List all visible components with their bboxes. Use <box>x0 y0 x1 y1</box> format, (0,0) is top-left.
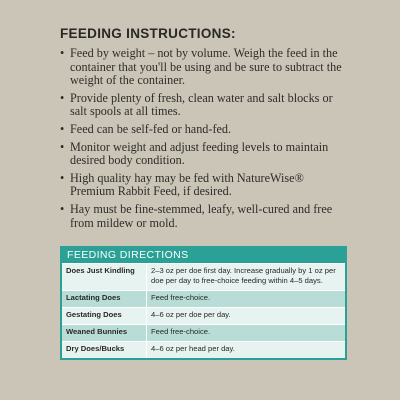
instruction-item <box>60 141 350 168</box>
feeding-instructions <box>60 26 350 234</box>
row-value: 4–6 oz per doe per day. <box>147 308 346 325</box>
instruction-text: Feed can be self-fed or hand-fed. <box>70 121 232 136</box>
instruction-item <box>60 203 350 230</box>
instruction-text: High quality hay may be fed with NatureWise® Premium Rabbit Feed, if desired. <box>70 170 304 199</box>
instruction-text: Provide plenty of fresh, clean water and salt blocks or salt spools at all times. <box>70 90 333 119</box>
row-label: Does Just Kindling <box>62 264 147 291</box>
feeding-directions-table <box>60 246 347 360</box>
row-value: 4–6 oz per head per day. <box>147 342 346 359</box>
row-label: Weaned Bunnies <box>62 325 147 342</box>
bullet-icon: • <box>60 90 65 105</box>
instruction-item <box>60 92 350 119</box>
instruction-text: Monitor weight and adjust feeding levels to maintain desired body condition. <box>70 139 329 168</box>
bullet-icon: • <box>60 121 65 136</box>
directions-grid <box>62 263 345 358</box>
bullet-icon: • <box>60 139 65 154</box>
row-label: Gestating Does <box>62 308 147 325</box>
instruction-item <box>60 172 350 199</box>
table-row <box>62 325 345 342</box>
row-value: 2–3 oz per doe first day. Increase gradually by 1 oz per doe per day to free-choice feeding within 4–5 days. <box>147 264 346 291</box>
table-row <box>62 264 345 291</box>
bullet-icon: • <box>60 170 65 185</box>
bullet-icon: • <box>60 46 65 60</box>
row-value: Feed free-choice. <box>147 325 346 342</box>
feeding-instructions-title: FEEDING INSTRUCTIONS: <box>60 26 236 41</box>
bullet-icon: • <box>60 201 65 216</box>
instruction-item <box>60 123 350 137</box>
instruction-text: Feed by weight – not by volume. Weigh the feed in the container that you'll be using and be sure to subtract the weight of the container. <box>70 46 342 88</box>
feeding-directions-title: FEEDING DIRECTIONS <box>62 248 345 263</box>
table-row <box>62 291 345 308</box>
row-label: Dry Does/Bucks <box>62 342 147 359</box>
instruction-item <box>60 47 350 88</box>
table-row <box>62 308 345 325</box>
row-value: Feed free-choice. <box>147 291 346 308</box>
table-row <box>62 342 345 359</box>
instruction-text: Hay must be fine-stemmed, leafy, well-cured and free from mildew or mold. <box>70 201 333 230</box>
row-label: Lactating Does <box>62 291 147 308</box>
feeding-instructions-list <box>60 47 350 230</box>
